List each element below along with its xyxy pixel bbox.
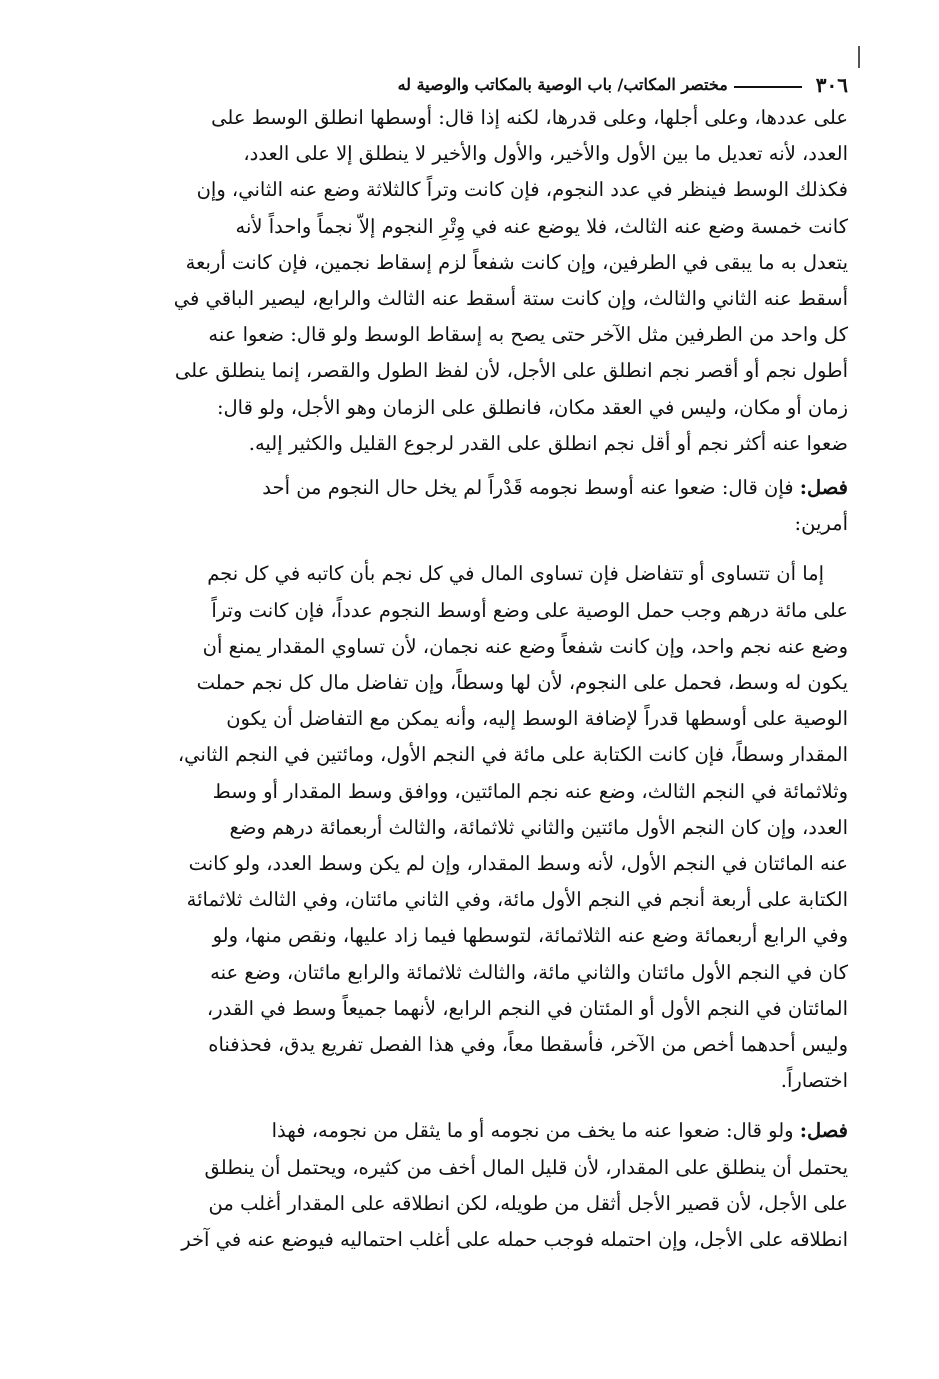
paragraph-2-fasl xyxy=(88,470,848,542)
paragraph-1 xyxy=(88,100,848,462)
header-rule xyxy=(734,86,802,88)
page-edge-mark xyxy=(858,46,860,68)
page-header xyxy=(88,70,848,100)
book-page xyxy=(88,70,848,1258)
paragraph-4-text: ولو قال: ضعوا عنه ما يخف من نجومه أو ما يثقل من نجومه، فهذا يحتمل أن ينطلق على المقدار، لأن قليل المال أخف من كثيره، ويحتمل أن ينطلق على الأجل، لأن قصير الأجل أثقل من طويله، لكن انطلاقه على المقدار أغلب من انطلاقه على الأجل، وإن احتمله فوجب حمله على أغلب احتماليه فيوضع عنه في آخر xyxy=(181,1119,848,1252)
paragraph-3 xyxy=(88,556,848,1099)
fasl-label: فصل: xyxy=(799,1119,848,1143)
fasl-label: فصل: xyxy=(799,476,848,500)
paragraph-3-text: إما أن تتساوى أو تتفاضل فإن تساوى المال في كل نجم بأن كاتبه في كل نجم على مائة درهم وجب حمل الوصية على وضع أوسط النجوم عدداً، فإن كانت وتراً وضع عنه نجم واحد، وإن كانت شفعاً وضع عنه نجمان، لأن تساوي المقدار يمنع أن يكون له وسط، فحمل على النجوم، لأن لها وسطاً، وإن تفاضل مال كل نجم حملت الوصية على أوسطها قدراً لإضافة الوسط إليه، وأنه يمكن مع التفاضل أن يكون المقدار وسطاً، فإن كانت الكتابة على مائة في النجم الأول، ومائتين في النجم الثاني، وثلاثمائة في النجم الثالث، وضع عنه نجم المائتين، ووافق وسط المقدار أو وسط العدد، وإن كان النجم الأول مائتين والثاني ثلاثمائة، والثالث أربعمائة درهم وضع عنه المائتان في النجم الأول، لأنه وسط المقدار، وإن لم يكن وسط العدد، ولو كانت الكتابة على أربعة أنجم في النجم الأول مائة، وفي الثاني مائتان، وفي الثالث ثلاثمائة وفي الرابع أربعمائة وضع عنه الثلاثمائة، لتوسطها فيما زاد عليها، ونقص منها، ولو كان في النجم الأول مائتان والثاني مائة، والثالث ثلاثمائة والرابع مائتان، وضع عنه المائتان في النجم الأول أو المئتان في النجم الرابع، لأنهما جميعاً وسط في القدر، وليس أحدهما أخص من الآخر، فأسقطا معاً، وفي هذا الفصل تفريع يدق، فحذفناه اختصاراً. xyxy=(177,562,848,1093)
running-title: مختصر المكاتب/ باب الوصية بالمكاتب والوصية له xyxy=(397,75,728,94)
paragraph-2-text: فإن قال: ضعوا عنه أوسط نجومه قَدْراً لم يخل حال النجوم من أحد أمرين: xyxy=(262,476,848,536)
page-number: ٣٠٦ xyxy=(815,73,848,97)
page-body xyxy=(88,100,848,1258)
paragraph-1-text: على عددها، وعلى أجلها، وعلى قدرها، لكنه إذا قال: أوسطها انطلق الوسط على العدد، لأنه تعديل ما بين الأول والأخير، والأول والأخير لا ينطلق إلا على العدد، فكذلك الوسط فينظر في عدد النجوم، فإن كانت وتراً كالثلاثة وضع عنه الثاني، وإن كانت خمسة وضع عنه الثالث، فلا يوضع عنه في وِتْرِ النجوم إلاّ نجماً واحداً لأنه يتعدل به ما يبقى في الطرفين، وإن كانت شفعاً لزم إسقاط نجمين، فإن كانت أربعة أسقط عنه الثاني والثالث، وإن كانت ستة أسقط عنه الثالث والرابع، ليصير الباقي في كل واحد من الطرفين مثل الآخر حتى يصح به إسقاط الوسط ولو قال: ضعوا عنه أطول نجم أو أقصر نجم انطلق على الأجل، لأن لفظ الطول والقصر، إنما ينطلق على زمان أو مكان، وليس في العقد مكان، فانطلق على الزمان وهو الأجل، ولو قال: ضعوا عنه أكثر نجم أو أقل نجم انطلق على القدر لرجوع القليل والكثير إليه. xyxy=(173,106,848,455)
paragraph-4-fasl xyxy=(88,1113,848,1258)
